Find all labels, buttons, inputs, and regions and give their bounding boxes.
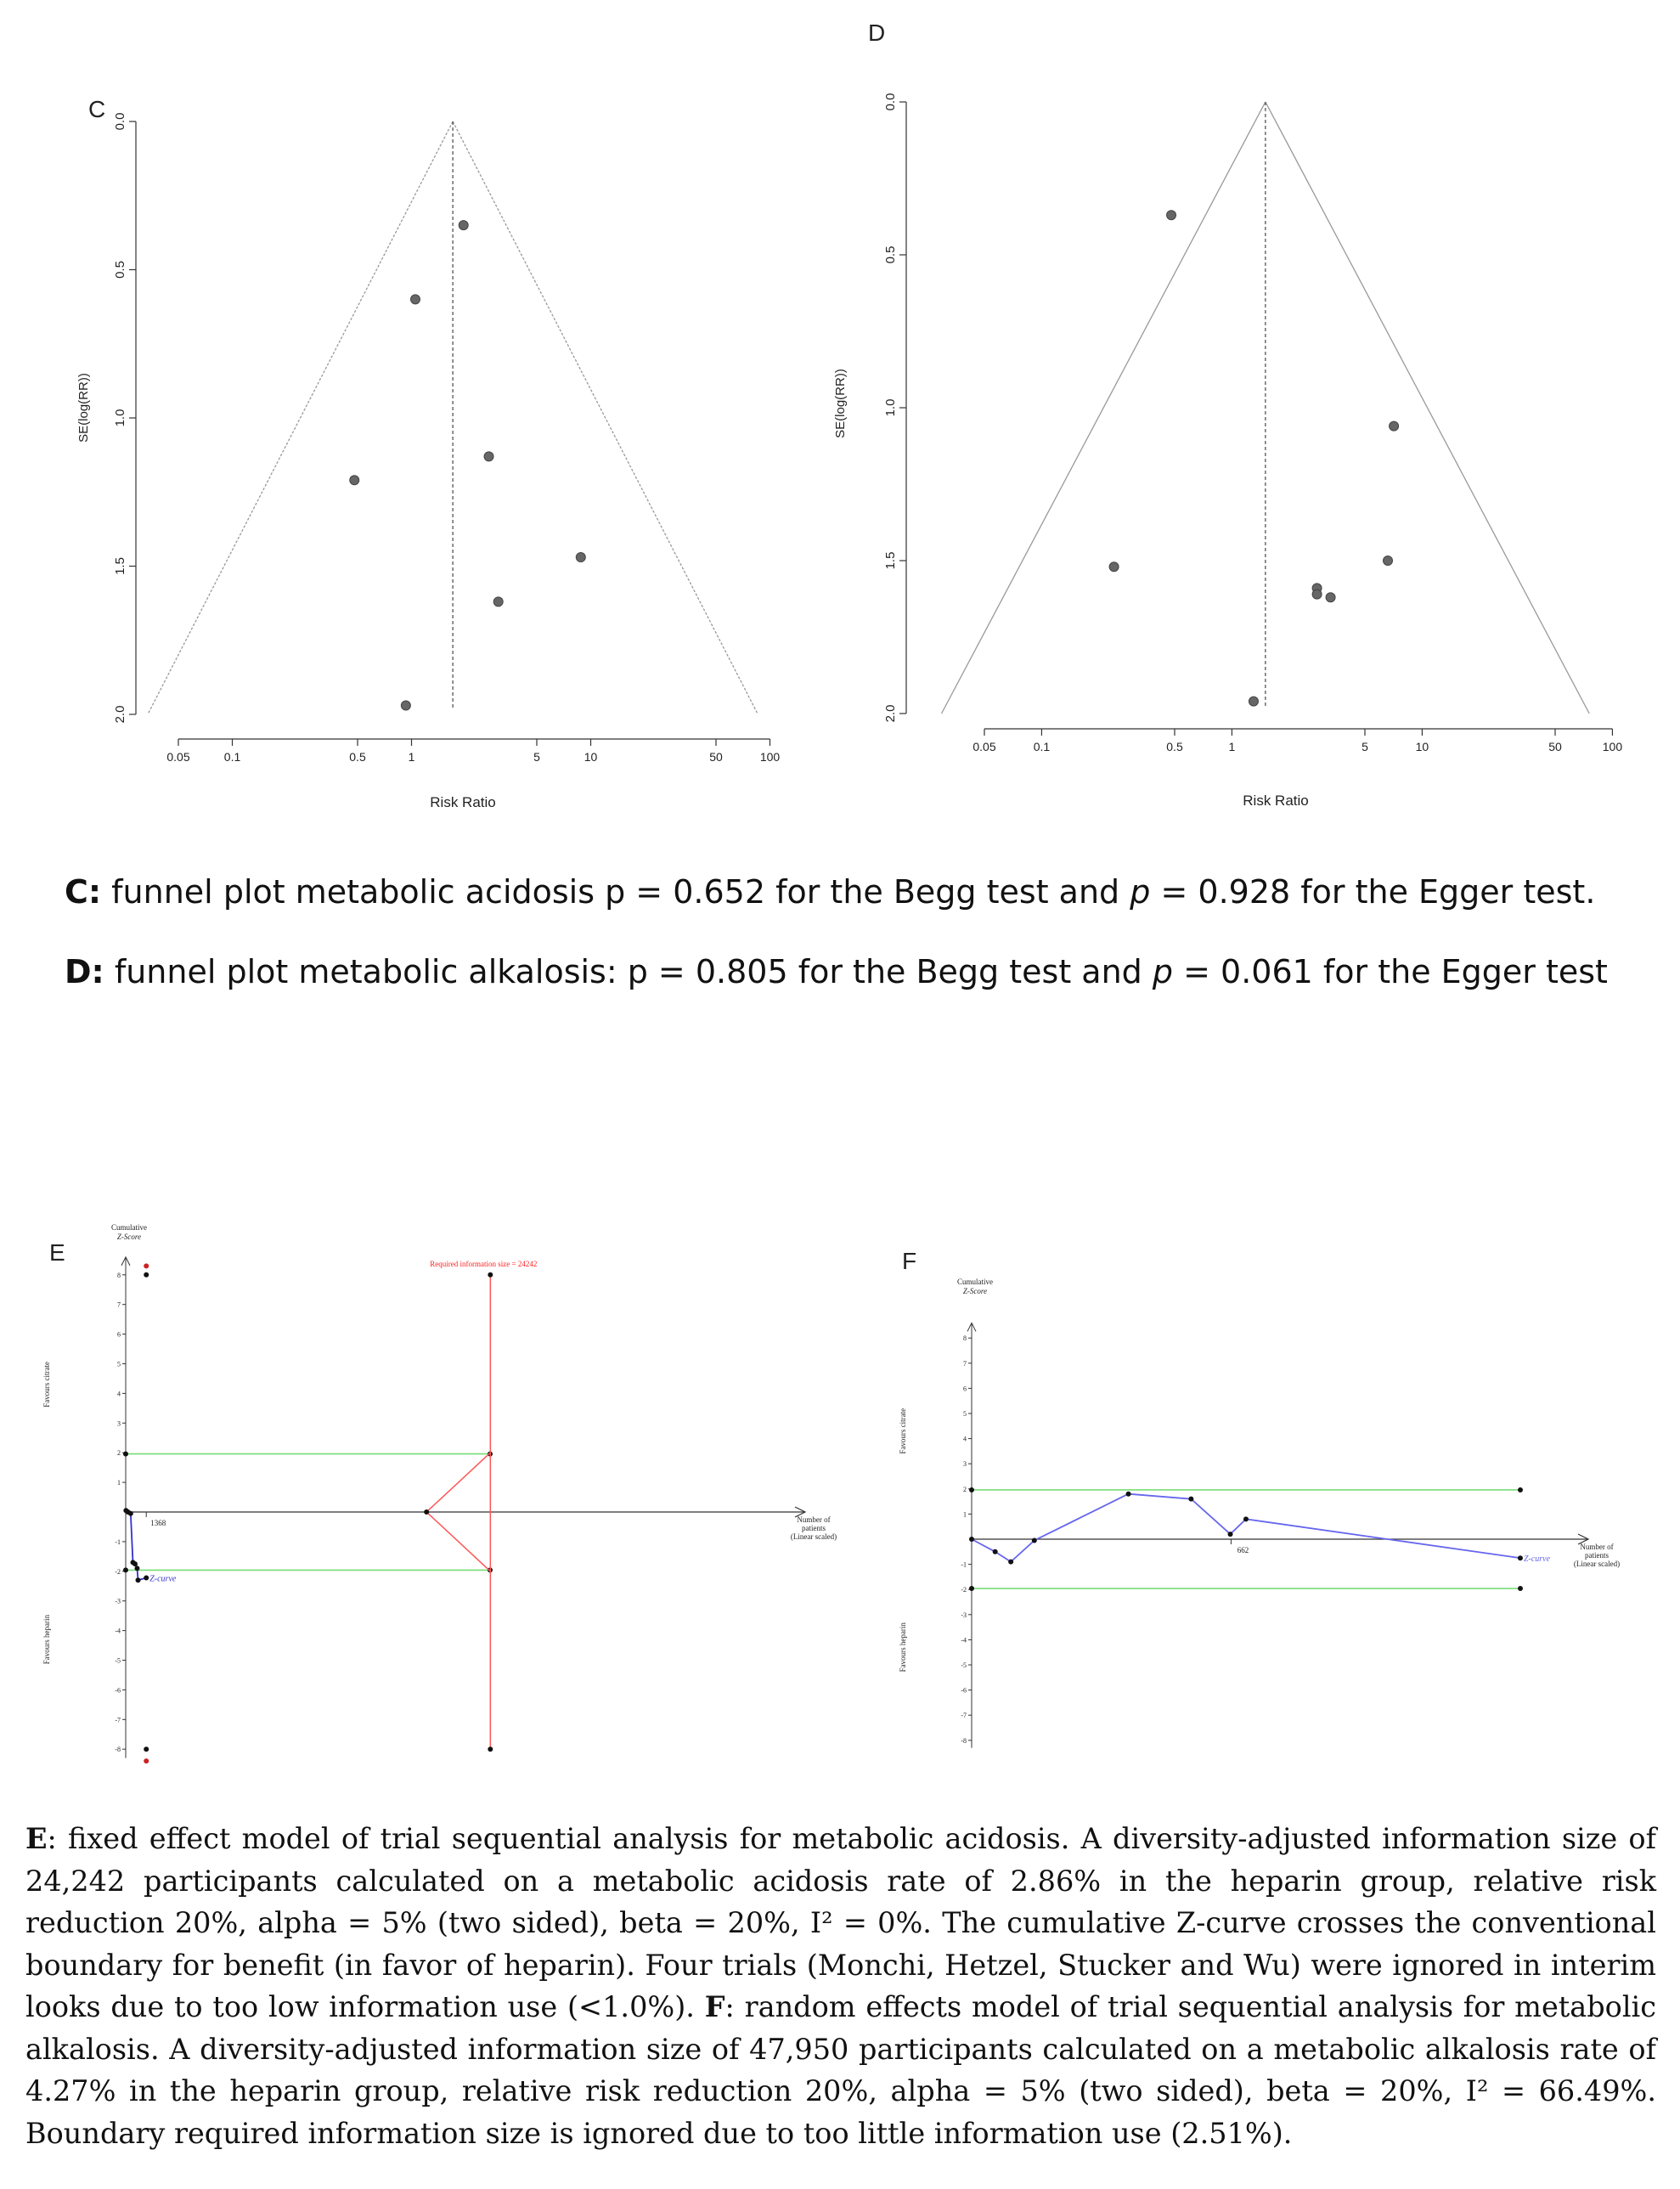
y-tick-label: -4 — [115, 1627, 121, 1635]
favours-citrate-label: Favours citrate — [899, 1408, 907, 1454]
study-point — [1390, 421, 1399, 431]
funnel-right-line — [1266, 102, 1589, 714]
y-tick-label: -8 — [961, 1736, 967, 1745]
funnel-plot-d — [833, 0, 1680, 841]
caption-d-label: D: — [65, 953, 104, 990]
panel-label-e: E — [49, 1239, 65, 1266]
x-tick-label: 10 — [1415, 740, 1429, 753]
z-curve-point — [1228, 1532, 1233, 1537]
y-tick-label: 7 — [963, 1359, 967, 1368]
study-point — [401, 701, 410, 710]
study-point — [459, 221, 468, 230]
y-tick-label: -5 — [115, 1656, 121, 1665]
caption-c-text-end: = 0.928 for the Egger test. — [1150, 873, 1596, 911]
y-tick-label: 5 — [117, 1360, 121, 1368]
study-point — [576, 553, 585, 562]
tsa-plot-e — [0, 1189, 858, 1784]
caption-c-text: funnel plot metabolic acidosis p = 0.652 for the Begg test and — [101, 873, 1130, 911]
boundary-point — [123, 1452, 128, 1457]
plot-area-e — [42, 1223, 837, 1763]
funnel-left-line — [942, 102, 1266, 714]
x-tick-label: 0.05 — [972, 740, 996, 753]
favours-citrate-label: Favours citrate — [42, 1362, 51, 1408]
caption-d — [65, 953, 1608, 990]
study-point — [484, 452, 493, 461]
y-tick-label: -5 — [961, 1661, 967, 1669]
y-tick-label: -2 — [961, 1586, 967, 1594]
plot-area-c — [113, 113, 780, 764]
y-axis-title: Cumulative — [111, 1223, 147, 1232]
x-tick-label: 1 — [408, 750, 415, 764]
y-tick-label: 1.5 — [113, 557, 127, 575]
y-tick-label: 0.0 — [113, 112, 127, 131]
y-tick-label: -7 — [115, 1716, 121, 1724]
x-axis-title-3: (Linear scaled) — [790, 1532, 837, 1541]
y-tick-label: -6 — [115, 1686, 121, 1695]
y-tick-label: -3 — [115, 1597, 121, 1605]
z-curve-label: Z-curve — [149, 1574, 177, 1584]
y-tick-label: 1.0 — [113, 409, 127, 427]
study-point — [1312, 590, 1322, 599]
y-tick-label: 1 — [117, 1479, 121, 1487]
x-tick-label: 0.1 — [223, 750, 241, 764]
x-tick-label: 100 — [1602, 740, 1623, 753]
x-tick-label: 0.5 — [349, 750, 366, 764]
y-tick-label: 4 — [963, 1435, 967, 1443]
x-axis-label-c: Risk Ratio — [430, 794, 496, 810]
study-point — [493, 597, 503, 606]
y-tick-label: 7 — [117, 1300, 121, 1309]
y-axis-title-sub: Z-Score — [962, 1287, 988, 1295]
y-tick-label: 8 — [963, 1334, 967, 1343]
y-tick-label: 3 — [963, 1460, 967, 1469]
z-curve-point — [1188, 1497, 1193, 1502]
caption-c — [65, 873, 1595, 911]
required-information-size-label: Required information size = 24242 — [430, 1259, 538, 1268]
z-curve-point — [993, 1549, 998, 1554]
study-point — [350, 476, 359, 485]
study-point — [1326, 593, 1335, 602]
panel-label-c: C — [88, 96, 106, 122]
caption-c-label: C: — [65, 873, 102, 911]
y-tick-label: 0.5 — [113, 261, 127, 279]
x-axis-title: Number of — [797, 1515, 831, 1524]
x-axis-title-3: (Linear scaled) — [1573, 1560, 1621, 1568]
x-tick-label: 1 — [1228, 740, 1236, 753]
z-curve-point — [1243, 1516, 1249, 1521]
y-tick-label: 2 — [963, 1485, 967, 1493]
caption-ef — [25, 1818, 1656, 2154]
study-point — [410, 295, 420, 304]
y-tick-label: -8 — [115, 1746, 121, 1754]
x-tick-label: 0.05 — [166, 750, 190, 764]
panel-label-f: F — [902, 1248, 917, 1274]
z-curve-point — [969, 1537, 974, 1542]
x-tick-label: 100 — [759, 750, 781, 764]
study-point — [1384, 556, 1393, 566]
y-tick-label: -7 — [961, 1712, 967, 1720]
y-axis-title: Cumulative — [957, 1278, 993, 1286]
caption-d-p: p — [1152, 953, 1174, 990]
caption-e-label: E — [25, 1822, 48, 1855]
y-tick-label: 6 — [963, 1385, 967, 1393]
boundary-point — [969, 1586, 974, 1591]
y-tick-label: 0.5 — [883, 245, 898, 264]
boundary-point — [424, 1509, 429, 1515]
futility-boundary-line — [426, 1512, 490, 1571]
z-curve-point — [132, 1561, 138, 1566]
z-curve-point — [134, 1566, 139, 1571]
funnel-right-line — [453, 121, 758, 714]
x-tick-label: 50 — [709, 750, 723, 764]
caption-f-text: : random effects model of trial sequential analysis for metabolic alkalosis. A diversity-adjusted information size of 47,950 participants calculated on a metabolic alkalosis rate of 4.27% in the heparin group, relative risk reduction 20%, alpha = 5% (two sided), beta = 20%, I² = 66.49%. Boundary required information size is ignored due to too little information use (2.51%). — [25, 1990, 1657, 2150]
alpha-spending-point — [144, 1758, 149, 1763]
z-curve-point — [144, 1575, 149, 1580]
x-tick-label: 0.5 — [1166, 740, 1183, 753]
y-tick-label: 6 — [117, 1330, 121, 1339]
caption-d-text-end: = 0.061 for the Egger test — [1173, 953, 1608, 990]
tsa-plot-f — [858, 1189, 1680, 1784]
y-axis-title-sub: Z-Score — [116, 1233, 142, 1241]
plot-area-f — [899, 1278, 1620, 1748]
study-point — [1249, 697, 1258, 706]
y-tick-label: 8 — [117, 1271, 121, 1279]
boundary-point — [969, 1487, 974, 1492]
y-tick-label: 2.0 — [113, 705, 127, 724]
z-curve-point — [1008, 1560, 1013, 1565]
y-axis-label-d: SE(log(RR)) — [833, 369, 848, 438]
boundary-point — [488, 1272, 493, 1278]
y-tick-label: 5 — [963, 1410, 967, 1418]
caption-c-p: p — [1130, 873, 1151, 911]
alpha-spending-point — [144, 1272, 149, 1278]
x-axis-title-2: patients — [802, 1524, 826, 1532]
y-tick-label: -6 — [961, 1686, 967, 1695]
funnel-left-line — [148, 121, 453, 714]
boundary-point — [1518, 1586, 1523, 1591]
x-axis-label-d: Risk Ratio — [1243, 793, 1309, 809]
boundary-point — [488, 1746, 493, 1752]
x-tick-label: 1368 — [150, 1519, 166, 1527]
y-tick-label: -2 — [115, 1567, 121, 1576]
z-curve-point — [1126, 1492, 1131, 1497]
favours-heparin-label: Favours heparin — [899, 1622, 907, 1673]
funnel-plot-c — [0, 0, 840, 841]
y-tick-label: 3 — [117, 1419, 121, 1428]
x-tick-label: 0.1 — [1033, 740, 1051, 753]
y-tick-label: 2.0 — [883, 704, 898, 723]
x-axis-title-2: patients — [1585, 1551, 1609, 1560]
futility-boundary-line — [426, 1453, 490, 1512]
x-tick-label: 50 — [1548, 740, 1562, 753]
x-tick-label: 5 — [533, 750, 540, 764]
y-tick-label: 1.5 — [883, 551, 898, 570]
z-curve-point — [1518, 1555, 1523, 1560]
x-tick-label: 10 — [583, 750, 598, 764]
x-tick-label: 662 — [1237, 1546, 1249, 1554]
y-tick-label: 0.0 — [883, 93, 898, 111]
y-tick-label: -4 — [961, 1636, 967, 1645]
x-axis-title: Number of — [1580, 1543, 1614, 1551]
favours-heparin-label: Favours heparin — [42, 1614, 51, 1665]
x-tick-label: 5 — [1361, 740, 1368, 753]
z-curve-point — [128, 1511, 133, 1516]
caption-f-label: F — [704, 1990, 725, 2023]
y-tick-label: -3 — [961, 1611, 967, 1619]
z-curve-point — [1032, 1537, 1037, 1543]
plot-area-d — [883, 93, 1622, 753]
y-tick-label: 1 — [963, 1510, 967, 1519]
panel-label-d: D — [868, 20, 886, 46]
caption-d-text: funnel plot metabolic alkalosis: p = 0.805 for the Begg test and — [104, 953, 1153, 990]
y-tick-label: 4 — [117, 1390, 121, 1398]
y-tick-label: -1 — [961, 1560, 967, 1569]
boundary-point — [1518, 1487, 1523, 1492]
y-tick-label: 1.0 — [883, 398, 898, 417]
study-point — [1109, 562, 1119, 572]
y-tick-label: -1 — [115, 1537, 121, 1546]
boundary-point — [123, 1567, 128, 1572]
z-curve-label: Z-curve — [1523, 1554, 1551, 1565]
alpha-spending-point — [144, 1263, 149, 1268]
y-tick-label: 2 — [117, 1449, 121, 1458]
y-axis-label-c: SE(log(RR)) — [76, 373, 91, 443]
z-curve-point — [136, 1577, 141, 1583]
caption-e-text: : fixed effect model of trial sequential analysis for metabolic acidosis. A diversity-adjusted information size of 24,242 participants calculated on a metabolic acidosis rate of 2.86% in the heparin group, relative risk reduction 20%, alpha = 5% (two sided), beta = 20%, I² = 0%. The cumulative Z-curve crosses the conventional boundary for benefit (in favor of heparin). Four trials (Monchi, Hetzel, Stucker and Wu) were ignored in interim looks due to too low information use (<1.0%). — [25, 1822, 1656, 2023]
alpha-spending-point — [144, 1746, 149, 1752]
study-point — [1167, 211, 1176, 220]
